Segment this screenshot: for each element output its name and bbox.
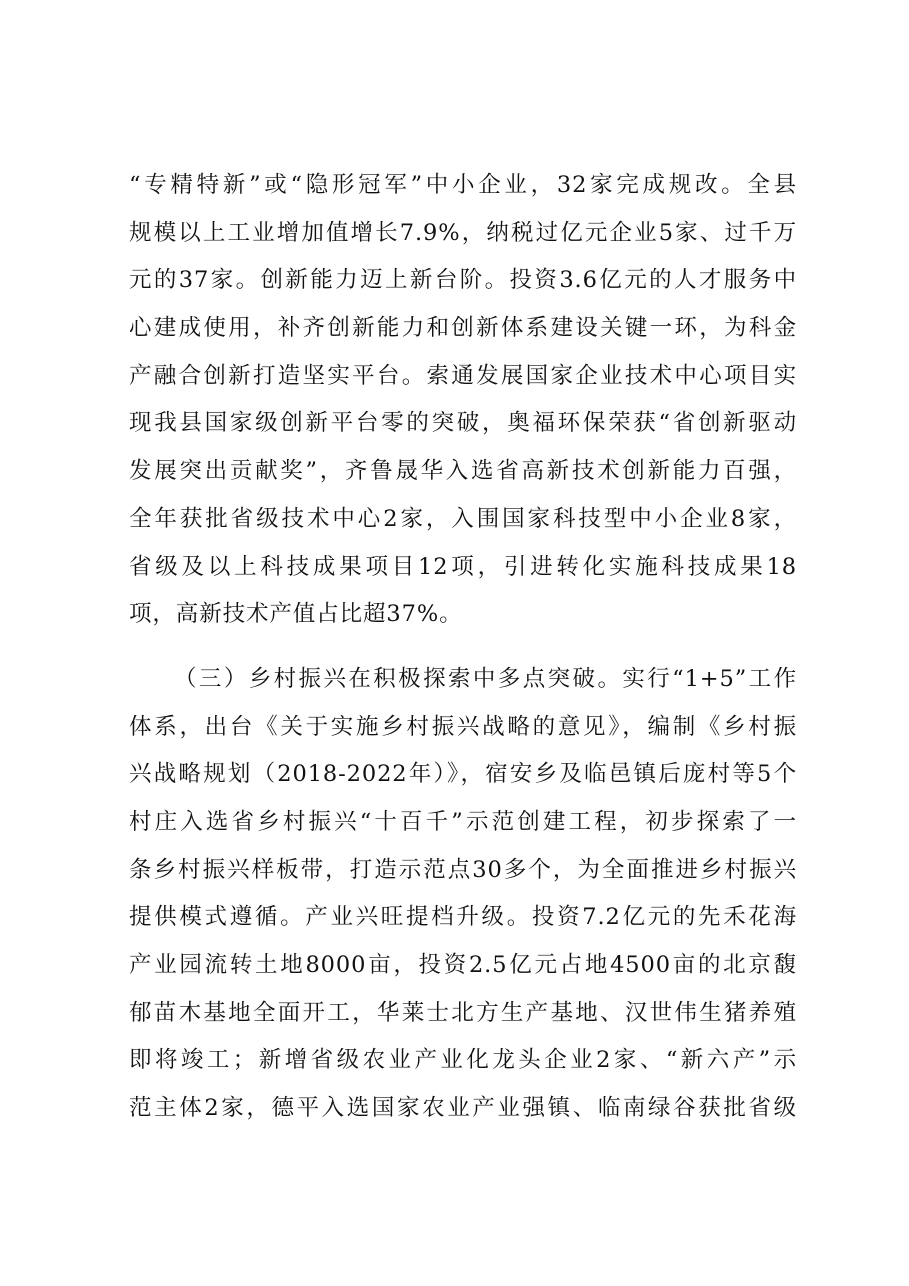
text-line: 心建成使用，补齐创新能力和创新体系建设关键一环，为科金 [129,315,797,342]
text-line: （三）乡村振兴在积极探索中多点突破。实行“1+5”工作 [174,665,797,692]
text-line: 产业园流转土地8000亩，投资2.5亿元占地4500亩的北京馥 [129,952,797,978]
document-body [129,162,797,1133]
text-line: 郁苗木基地全面开工，华莱士北方生产基地、汉世伟生猪养殖 [129,999,797,1026]
text-line: 元的37家。创新能力迈上新台阶。投资3.6亿元的人才服务中 [129,267,797,294]
text-line: 范主体2家，德平入选国家农业产业强镇、临南绿谷获批省级 [129,1095,797,1122]
text-line: 产融合创新打造坚实平台。索通发展国家企业技术中心项目实 [129,362,797,389]
text-line: 村庄入选省乡村振兴“十百千”示范创建工程，初步探索了一 [129,808,797,835]
text-line: 提供模式遵循。产业兴旺提档升级。投资7.2亿元的先禾花海 [129,904,797,931]
paragraph-gap [129,639,797,656]
text-line: 条乡村振兴样板带，打造示范点30多个，为全面推进乡村振兴 [129,856,797,883]
text-line: 兴战略规划（2018-2022年）》，宿安乡及临邑镇后庞村等5个 [129,761,797,788]
text-line: 省级及以上科技成果项目12项，引进转化实施科技成果18 [129,553,797,580]
paragraph-rural-revitalization [129,656,797,1133]
text-line: 发展突出贡献奖”，齐鲁晟华入选省高新技术创新能力百强， [129,458,797,485]
text-line: 即将竣工；新增省级农业产业化龙头企业2家、“新六产”示 [129,1047,797,1074]
text-line: 全年获批省级技术中心2家，入围国家科技型中小企业8家， [129,505,797,532]
text-line: “专精特新”或“隐形冠军”中小企业，32家完成规改。全县 [129,172,797,198]
paragraph-industry-innovation [129,162,797,639]
text-line: 体系，出台《关于实施乡村振兴战略的意见》，编制《乡村振 [129,713,797,740]
text-line: 规模以上工业增加值增长7.9%，纳税过亿元企业5家、过千万 [129,219,797,246]
text-line: 项，高新技术产值占比超37%。 [129,601,463,628]
text-line: 现我县国家级创新平台零的突破，奥福环保荣获“省创新驱动 [129,410,797,437]
